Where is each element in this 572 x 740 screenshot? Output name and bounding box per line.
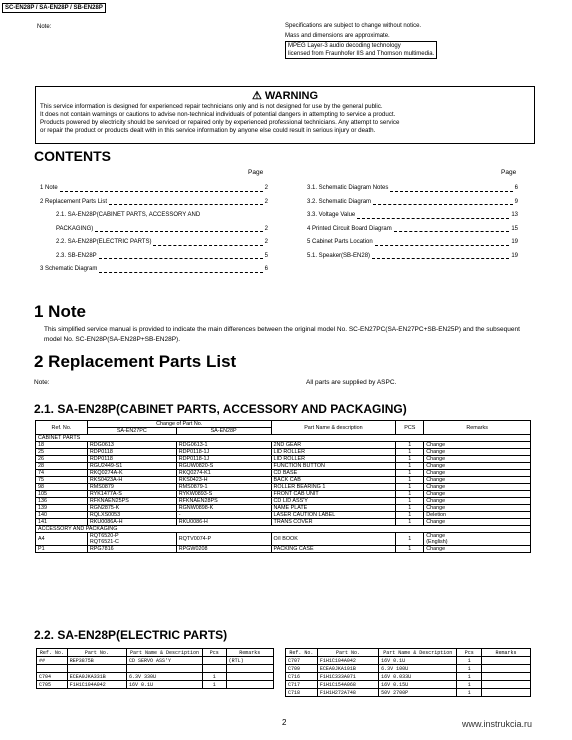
toc-entry-text: 5 Cabinet Parts Location (307, 239, 373, 245)
toc-entry-text: PACKAGING) (56, 225, 94, 232)
cell-ref-no: 26 (36, 456, 88, 463)
table-header-cell: Remarks (226, 649, 273, 657)
table-cell: C716 (286, 673, 318, 681)
cell-part-name: FUNCTION BUTTON (271, 463, 396, 470)
table-cell: 16V 0.1U (127, 681, 203, 689)
table-cell: F1H1C154A068 (317, 681, 378, 689)
cell-old-part: RQT6520-P RQT6521-C (87, 533, 176, 546)
toc-entry (307, 209, 518, 223)
table-cell: 1 (457, 673, 482, 681)
mpeg-line: MPEG Layer-3 audio decoding technology (288, 43, 401, 49)
cell-remarks: Change (English) (424, 533, 531, 546)
col-pcs: PCS (396, 421, 424, 435)
table-cell: 1 (457, 665, 482, 673)
cell-part-name: ROLLER BEARING 1 (271, 484, 396, 491)
table-row (36, 519, 531, 526)
table-cell (226, 681, 273, 689)
table-cell: C707 (286, 657, 318, 665)
electric-parts-table-left (36, 648, 274, 689)
section-2-heading: 2 Replacement Parts List (34, 352, 237, 371)
cell-new-part: RYKW0893-S (176, 491, 271, 498)
table-cell: CD SERVO ASS'Y (127, 657, 203, 665)
toc-entry-text: 2.1. SA-EN28P(CABINET PARTS, ACCESSORY AND (56, 212, 201, 218)
table-cell: 6.3V 100U (379, 665, 457, 673)
cell-pcs: 1 (396, 477, 424, 484)
toc-entry-page: 6 (264, 266, 268, 272)
table-cell (226, 673, 273, 681)
table-row (36, 477, 531, 484)
spec-line: Specifications are subject to change without notice. (285, 23, 422, 29)
table-row (36, 456, 531, 463)
cell-pcs: 1 (396, 449, 424, 456)
table-cell: 16V 0.1U (379, 657, 457, 665)
cell-new-part: RKU0086-H (176, 519, 271, 526)
cell-pcs: 1 (396, 519, 424, 526)
cell-new-part: RDP0118-1J (176, 456, 271, 463)
col-remarks: Remarks (424, 421, 531, 435)
cell-ref-no: 141 (36, 519, 88, 526)
cell-old-part: RDG0613 (87, 442, 176, 449)
table-cell: 1 (202, 681, 226, 689)
cell-part-name: LID ROLLER (271, 449, 396, 456)
cell-remarks: Deletion (424, 512, 531, 519)
cell-part-name: NAME PLATE (271, 505, 396, 512)
toc-leader (373, 196, 513, 206)
table-cell: C717 (286, 681, 318, 689)
table-row (36, 463, 531, 470)
toc-leader (390, 182, 512, 192)
cell-ref-no: 139 (36, 505, 88, 512)
table-cell: 1 (457, 657, 482, 665)
table-header-cell: Pcs (202, 649, 226, 657)
table-cell: C709 (286, 665, 318, 673)
cell-new-part: RDG0613-1 (176, 442, 271, 449)
table-row (36, 470, 531, 477)
toc-entry-page: 13 (511, 212, 518, 218)
cell-ref-no: 74 (36, 470, 88, 477)
cell-remarks: Change (424, 519, 531, 526)
cell-new-part: RGNW0898-K (176, 505, 271, 512)
table-section-label: ACCESSORY AND PACKAGING (36, 526, 531, 533)
table-cell (226, 665, 273, 673)
table-header-row (37, 649, 274, 657)
note-label: Note: (37, 24, 52, 30)
cell-ref-no: 75 (36, 477, 88, 484)
table-row (36, 484, 531, 491)
cell-old-part: RGU2449-S1 (87, 463, 176, 470)
table-cell: C705 (37, 681, 68, 689)
table-row (37, 673, 274, 681)
table-cell: C704 (37, 673, 68, 681)
toc-page-header-left: Page (248, 169, 264, 176)
cell-new-part: RKQ0274-K1 (176, 470, 271, 477)
toc-leader (99, 250, 263, 260)
table-row (286, 673, 531, 681)
table-row (36, 442, 531, 449)
table-cell (481, 681, 530, 689)
toc-entry-page: 9 (514, 198, 518, 205)
table-cell (481, 657, 530, 665)
table-cell (202, 665, 226, 673)
page-number: 2 (282, 718, 287, 727)
toc-entry (40, 196, 268, 210)
toc-leader (153, 236, 262, 246)
table-header-cell: Pcs (457, 649, 482, 657)
watermark-url: www.instrukcia.ru (462, 719, 533, 729)
table-cell (481, 689, 530, 697)
toc-entry (307, 236, 518, 250)
cell-pcs: 1 (396, 505, 424, 512)
cabinet-parts-table (35, 420, 531, 553)
mpeg-license-box (285, 41, 437, 59)
cell-part-name: 2ND GEAR (271, 442, 396, 449)
table-cell: F1H1C104A042 (67, 681, 126, 689)
toc-leader (109, 196, 263, 206)
cell-pcs: 1 (396, 463, 424, 470)
toc-entry-text: 1 Note (40, 185, 58, 191)
warning-title: ⚠ WARNING (251, 90, 319, 102)
cell-pcs: 1 (396, 533, 424, 546)
toc-entry-page: 19 (511, 239, 518, 245)
cell-old-part: RGN2875-K (87, 505, 176, 512)
toc-leader (99, 263, 262, 273)
table-row (286, 665, 531, 673)
cell-remarks: Change (424, 505, 531, 512)
cell-remarks: Change (424, 463, 531, 470)
toc-entry (40, 182, 268, 196)
toc-entry-text: 3.3. Voltage Value (307, 212, 356, 218)
table-cell: 1 (457, 681, 482, 689)
table-row (36, 512, 531, 519)
table-row (36, 449, 531, 456)
section-2-2-heading: 2.2. SA-EN28P(ELECTRIC PARTS) (34, 628, 228, 642)
toc-entry-text: 3.2. Schematic Diagram (307, 198, 372, 205)
cell-old-part: RKU0086A-H (87, 519, 176, 526)
cell-part-name: TRANS COVER (271, 519, 396, 526)
cell-old-part: RDP0118 (87, 456, 176, 463)
table-row (36, 491, 531, 498)
col-part-name: Part Name & description (271, 421, 396, 435)
toc-right-column (307, 182, 518, 263)
cell-new-part: RDP0118-1J (176, 449, 271, 456)
table-row (286, 689, 531, 697)
table-header-cell: Part Name & Description (127, 649, 203, 657)
table-section-label: CABINET PARTS (36, 435, 531, 442)
specifications-notice (285, 21, 437, 59)
section-2-note: Note: (34, 379, 50, 386)
table-cell: 16V 0.15U (379, 681, 457, 689)
cell-new-part: RKS0423-H (176, 477, 271, 484)
cell-new-part: RPGW0208 (176, 546, 271, 553)
toc-entry (40, 209, 268, 223)
cell-new-part: RMS0879-1 (176, 484, 271, 491)
toc-entry-text: 2.3. SB-EN28P (56, 252, 97, 259)
toc-entry-text: 3 Schematic Diagram (40, 266, 98, 272)
electric-parts-table-right (285, 648, 531, 697)
table-cell: F1H1H272A748 (317, 689, 378, 697)
cell-ref-no: 25 (36, 449, 88, 456)
cell-remarks: Change (424, 456, 531, 463)
cell-ref-no: 28 (36, 463, 88, 470)
toc-leader (95, 223, 262, 233)
cell-remarks: Change (424, 477, 531, 484)
table-cell: 1 (202, 673, 226, 681)
cell-ref-no: 105 (36, 491, 88, 498)
cell-old-part: RKQ0274A-K (87, 470, 176, 477)
cell-ref-no: A4 (36, 533, 88, 546)
cell-new-part: RFKNAEN28PS (176, 498, 271, 505)
cell-pcs: 1 (396, 491, 424, 498)
table-cell: 16V 0.033U (379, 673, 457, 681)
table-header-cell: Part Name & Description (379, 649, 457, 657)
table-row (37, 665, 274, 673)
cell-old-part: RMS0879 (87, 484, 176, 491)
table-cell: 6.3V 330U (127, 673, 203, 681)
cell-ref-no: P1 (36, 546, 88, 553)
accessory-packaging-section (36, 526, 531, 533)
toc-entry (40, 236, 268, 250)
toc-entry-text: 3.1. Schematic Diagram Notes (307, 185, 389, 191)
cell-pcs: 1 (396, 470, 424, 477)
warning-box (35, 86, 535, 144)
cell-pcs: 1 (396, 484, 424, 491)
toc-entry-page: 2 (264, 225, 268, 232)
table-cell: F1H1C104A042 (317, 657, 378, 665)
col-ref-no: Ref. No. (36, 421, 88, 435)
cell-remarks: Change (424, 442, 531, 449)
cell-part-name: PACKING CASE (271, 546, 396, 553)
toc-entry (307, 250, 518, 264)
table-row (37, 681, 274, 689)
cell-remarks: Change (424, 484, 531, 491)
toc-entry-page: 19 (511, 252, 518, 259)
toc-entry (40, 223, 268, 237)
toc-entry-page: 2 (264, 185, 268, 191)
table-cell: ## (37, 657, 68, 665)
cell-part-name: FRONT CAB UNIT (271, 491, 396, 498)
cell-ref-no: 140 (36, 512, 88, 519)
cell-part-name: CD LID ASS'Y (271, 498, 396, 505)
toc-left-column (40, 182, 268, 277)
table-cell: (RTL) (226, 657, 273, 665)
cell-old-part: RFKNAEN25PS (87, 498, 176, 505)
toc-entry (40, 250, 268, 264)
table-cell: 1 (457, 689, 482, 697)
toc-entry (307, 196, 518, 210)
toc-entry-text: 4 Printed Circuit Board Diagram (307, 225, 392, 232)
cell-remarks: Change (424, 491, 531, 498)
table-cell (202, 657, 226, 665)
cell-ref-no: 18 (36, 442, 88, 449)
table-cell: REP3875B (67, 657, 126, 665)
warning-text: This service information is designed for experienced repair technicians only and is not designed for use by the general public. It does not contain warnings or cautions to advise non-technical individuals of potential dangers in attempting to service a product. Products powered by electricity should be serviced or repaired only by experienced professional technicians. Any attempt to service or repair the product or products dealt with in this service information by anyone else could result in serious injury or death. (40, 103, 400, 134)
table-cell (67, 665, 126, 673)
section-2-supply-note: All parts are supplied by ASPC. (306, 379, 397, 386)
cell-remarks: Change (424, 498, 531, 505)
toc-leader (372, 250, 509, 260)
table-header-row (286, 649, 531, 657)
section-2-1-heading: 2.1. SA-EN28P(CABINET PARTS, ACCESSORY AND PACKAGING) (34, 402, 407, 416)
cell-old-part: RQLXS0053 (87, 512, 176, 519)
toc-entry-page: 15 (511, 225, 518, 232)
cell-part-name: O/I BOOK (271, 533, 396, 546)
contents-title: CONTENTS (34, 148, 111, 164)
cell-remarks: Change (424, 449, 531, 456)
cell-old-part: RPG7816 (87, 546, 176, 553)
cell-old-part: RYK1477A-S (87, 491, 176, 498)
cell-new-part: RGUW0820-S (176, 463, 271, 470)
table-row (36, 533, 531, 546)
toc-page-header-right: Page (501, 169, 517, 176)
toc-entry-text: 2 Replacement Parts List (40, 198, 108, 205)
cell-part-name: BACK CAB (271, 477, 396, 484)
cabinet-parts-section (36, 435, 531, 442)
toc-leader (375, 236, 510, 246)
toc-entry-page: 6 (514, 185, 518, 191)
toc-entry-text: 5.1. Speaker(SB-EN28) (307, 252, 371, 259)
table-cell: ECEA0JKA101B (317, 665, 378, 673)
table-row (286, 681, 531, 689)
table-cell (481, 665, 530, 673)
cell-ref-no: 98 (36, 484, 88, 491)
section-1-text: This simplified service manual is provided to indicate the main differences between the original model No. SC-EN27PC(SA-EN27PC+SB-EN25P) and the subsequent model No. SC-EN28P(SA-EN28P+SB-EN28P). (44, 326, 520, 343)
table-header-cell: Ref. No. (37, 649, 68, 657)
col-old-model: SA-EN27PC (87, 428, 176, 435)
table-cell: 50V 2700P (379, 689, 457, 697)
toc-entry-page: 5 (264, 252, 268, 259)
warning-triangle-icon: ⚠ (251, 90, 262, 102)
cell-remarks: Change (424, 470, 531, 477)
toc-entry (307, 223, 518, 237)
cell-pcs: 1 (396, 512, 424, 519)
table-row (286, 657, 531, 665)
mpeg-line: licensed from Fraunhofer IIS and Thomson multimedia. (288, 51, 435, 57)
table-row (36, 546, 531, 553)
col-change-of-part: Change of Part No. (87, 421, 271, 428)
header-model-tag: SC-EN28P / SA-EN28P / SB-EN28P (2, 3, 106, 13)
table-cell: C718 (286, 689, 318, 697)
section-1-heading: 1 Note (34, 302, 86, 321)
cell-pcs: 1 (396, 546, 424, 553)
table-header-cell: Part No. (317, 649, 378, 657)
table-header-cell: Remarks (481, 649, 530, 657)
cell-old-part: RDP0118 (87, 449, 176, 456)
toc-leader (357, 209, 509, 219)
table-cell: ECEA0JKA331B (67, 673, 126, 681)
cell-old-part: RKS0423A-H (87, 477, 176, 484)
cell-new-part: RQTV0074-P (176, 533, 271, 546)
table-header-cell: Ref. No. (286, 649, 318, 657)
cell-part-name: CD BASE (271, 470, 396, 477)
toc-entry-page: 2 (264, 239, 268, 245)
cell-pcs: 1 (396, 498, 424, 505)
table-row (36, 498, 531, 505)
cell-pcs: 1 (396, 442, 424, 449)
cell-pcs: 1 (396, 456, 424, 463)
cell-part-name: LID ROLLER (271, 456, 396, 463)
table-header-cell: Part No. (67, 649, 126, 657)
cell-ref-no: 136 (36, 498, 88, 505)
col-new-model: SA-EN28P (176, 428, 271, 435)
toc-entry-text: 2.2. SA-EN28P(ELECTRIC PARTS) (56, 239, 152, 245)
table-cell: F1H1C333A071 (317, 673, 378, 681)
toc-entry (40, 263, 268, 277)
table-row (36, 505, 531, 512)
table-row (37, 657, 274, 665)
spec-line: Mass and dimensions are approximate. (285, 33, 390, 39)
toc-entry-page: 2 (264, 198, 268, 205)
toc-entry (307, 182, 518, 196)
toc-leader (60, 182, 263, 192)
toc-leader (394, 223, 510, 233)
cell-remarks: Change (424, 546, 531, 553)
table-cell (481, 673, 530, 681)
cell-part-name: LASER CAUTION LABEL (271, 512, 396, 519)
table-cell (37, 665, 68, 673)
table-cell (127, 665, 203, 673)
cell-new-part: - (176, 512, 271, 519)
